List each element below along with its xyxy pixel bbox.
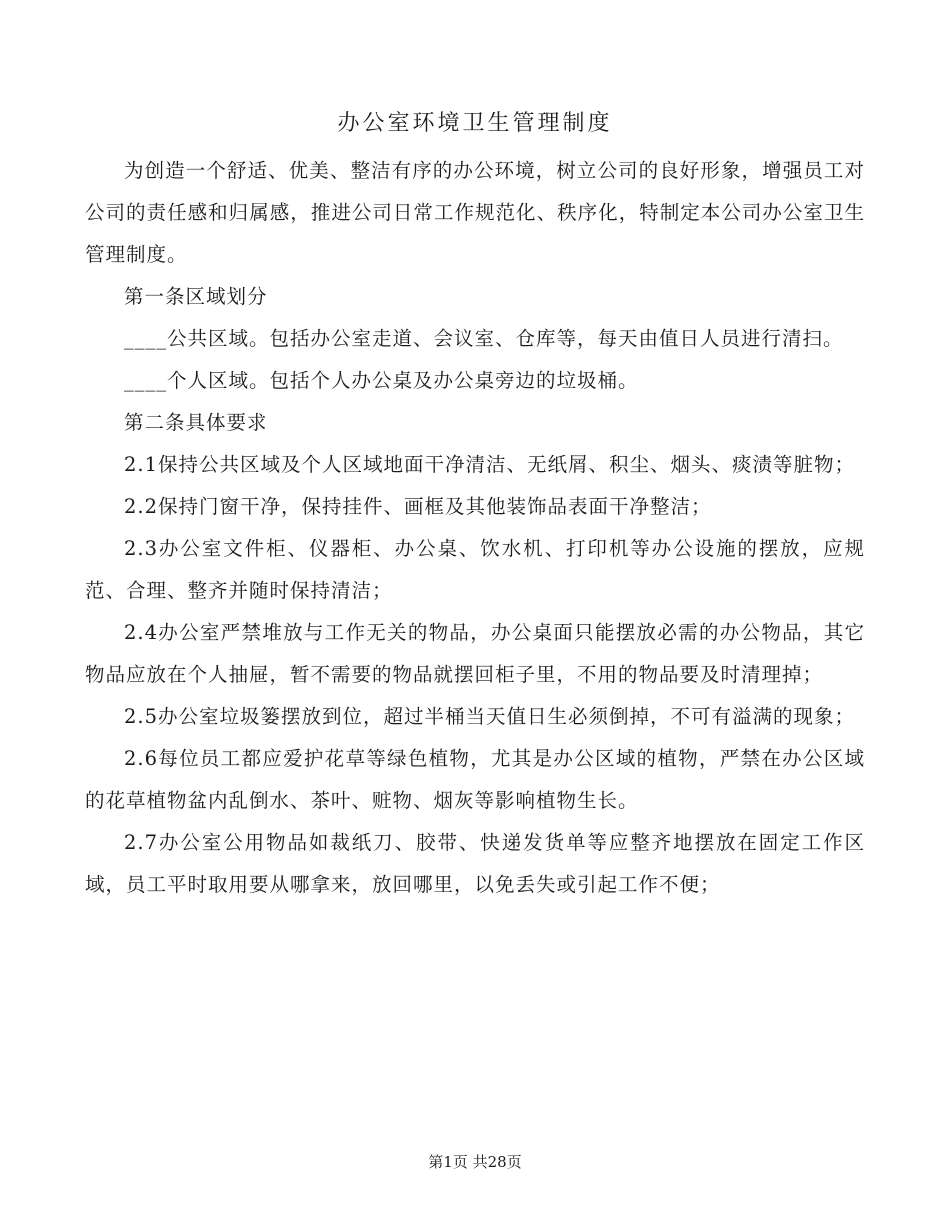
paragraph-2-6: 2.6每位员工都应爱护花草等绿色植物，尤其是办公区域的植物，严禁在办公区域的花草植物盆内乱倒水、茶叶、赃物、烟灰等影响植物生长。	[85, 747, 865, 812]
paragraph-2-1: 2.1保持公共区域及个人区域地面干净清洁、无纸屑、积尘、烟头、痰渍等脏物；	[124, 453, 856, 476]
page-number-footer: 第1页 共28页	[428, 1153, 522, 1171]
document-body	[85, 150, 865, 906]
section-heading-1: 第一条区域划分	[124, 285, 268, 308]
paragraph-intro: 为创造一个舒适、优美、整洁有序的办公环境，树立公司的良好形象，增强员工对公司的责任感和归属感，推进公司日常工作规范化、秩序化，特制定本公司办公室卫生管理制度。	[85, 159, 865, 266]
paragraph-2-2: 2.2保持门窗干净，保持挂件、画框及其他装饰品表面干净整洁；	[124, 495, 712, 518]
document-title: 办公室环境卫生管理制度	[337, 111, 613, 136]
paragraph-public-area: ____公共区域。包括办公室走道、会议室、仓库等，每天由值日人员进行清扫。	[124, 327, 844, 350]
paragraph-personal-area: ____个人区域。包括个人办公桌及办公桌旁边的垃圾桶。	[124, 369, 639, 392]
paragraph-2-5: 2.5办公室垃圾篓摆放到位，超过半桶当天值日生必须倒掉，不可有溢满的现象；	[124, 705, 856, 728]
section-heading-2: 第二条具体要求	[124, 411, 268, 434]
paragraph-2-3: 2.3办公室文件柜、仪器柜、办公桌、饮水机、打印机等办公设施的摆放，应规范、合理、整齐并随时保持清洁；	[85, 537, 865, 602]
paragraph-2-7: 2.7办公室公用物品如裁纸刀、胶带、快递发货单等应整齐地摆放在固定工作区域，员工平时取用要从哪拿来，放回哪里，以免丢失或引起工作不便；	[85, 831, 865, 896]
paragraph-2-4: 2.4办公室严禁堆放与工作无关的物品，办公桌面只能摆放必需的办公物品，其它物品应放在个人抽屉，暂不需要的物品就摆回柜子里，不用的物品要及时清理掉；	[85, 621, 865, 686]
